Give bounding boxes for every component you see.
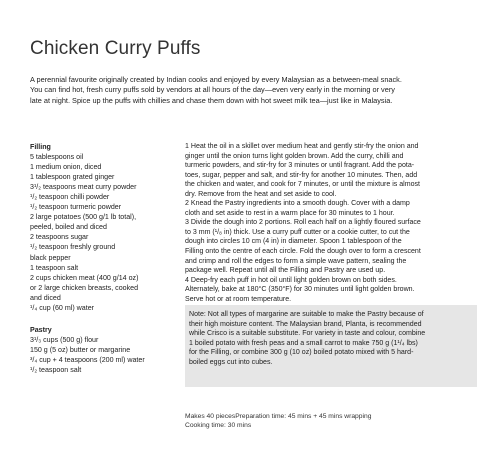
- ingredient-item: 2 large potatoes (500 g/1 lb total),: [30, 213, 137, 222]
- method-line: dry. Remove from the heat and set aside to cool.: [185, 190, 337, 198]
- recipe-title: Chicken Curry Puffs: [30, 38, 201, 59]
- note-line: Note: Not all types of margarine are suitable to make the Pastry because of: [189, 311, 424, 318]
- ingredient-item: 5 tablespoons oil: [30, 153, 84, 162]
- note-line: while Crisco is a suitable substitute. For variety in taste and colour, combine: [189, 330, 426, 338]
- makes-text: Makes 40 pieces: [185, 413, 236, 420]
- method-line: turmeric powders, and stir-fry for 3 minutes or until fragrant. Add the pota-: [185, 162, 415, 170]
- method-steps: [185, 142, 477, 304]
- method-line: package well. Repeat until all the Filling and Pastry are used up.: [185, 267, 386, 275]
- footer-row: [185, 421, 477, 430]
- note-line: for the Filling, or combine 300 g (10 oz) boiled potato mixed with 5 hard-: [189, 349, 414, 357]
- ingredients-column: [30, 142, 180, 375]
- ingredient-item: ¹/₂ teaspoon turmeric powder: [30, 203, 122, 212]
- method-line: Filling onto the centre of each circle. Fold the dough over to form a crescent: [185, 248, 421, 256]
- cooking-time-text: Cooking time: 30 mins: [185, 422, 252, 430]
- method-line: ginger until the onion turns light golden brown. Add the curry, chilli and: [185, 152, 404, 160]
- method-line: cloth and set aside to rest in a warm place for 30 minutes to 1 hour.: [185, 209, 395, 217]
- ingredient-item: 2 cups chicken meat (400 g/14 oz): [30, 273, 139, 282]
- ingredient-item: ³/₄ cup + 4 teaspoons (200 ml) water: [30, 355, 145, 364]
- method-line: Serve hot or at room temperature.: [185, 295, 292, 303]
- note-line: 1 boiled potato with fresh peas and a small carrot to make 750 g (1¹/₄ lbs): [189, 339, 418, 347]
- method-line: dough into circles 10 cm (4 in) in diameter. Spoon 1 tablespoon of the: [185, 238, 402, 246]
- method-line: 4 Deep-fry each puff in hot oil until light golden brown on both sides.: [185, 276, 397, 284]
- ingredient-item: 150 g (5 oz) butter or margarine: [30, 345, 131, 354]
- ingredient-item: ¹/₄ cup (60 ml) water: [30, 303, 94, 312]
- ingredient-item: 1 teaspoon salt: [30, 263, 79, 272]
- ingredient-item: ¹/₂ teaspoon freshly ground: [30, 243, 116, 252]
- intro-line: A perennial favourite originally created by Indian cooks and enjoyed by every Malaysian as a between-meal snack.: [30, 75, 402, 84]
- method-line: 3 Divide the dough into 2 portions. Roll each half on a lightly floured surface: [185, 219, 421, 227]
- note-line: their high moisture content. The Malaysian brand, Planta, is recommended: [189, 320, 422, 328]
- ingredient-item: and diced: [30, 293, 61, 302]
- intro-line: late at night. Spice up the puffs with chillies and chase them down with hot sweet milk tea—just like in Malaysia.: [30, 95, 393, 105]
- intro-paragraph: [30, 75, 478, 106]
- recipe-footer: [185, 412, 477, 430]
- note-box: [185, 305, 477, 387]
- pastry-heading: Pastry: [30, 325, 52, 334]
- footer-row: [185, 412, 477, 421]
- method-line: 2 Knead the Pastry ingredients into a smooth dough. Cover with a damp: [185, 200, 410, 208]
- prep-time-text: Preparation time: 45 mins + 45 mins wrapping: [235, 413, 372, 420]
- method-line: Alternately, bake at 180°C (350°F) for 30 minutes until light golden brown.: [185, 286, 415, 294]
- ingredient-item: 3¹/₂ teaspoons meat curry powder: [30, 183, 137, 192]
- method-line: toes, sugar, pepper and salt, and stir-fry for another 10 minutes. Then, add: [185, 171, 418, 179]
- filling-heading: Filling: [30, 143, 51, 151]
- ingredient-item: ¹/₂ teaspoon chilli powder: [30, 193, 110, 202]
- ingredient-item: 1 medium onion, diced: [30, 163, 102, 172]
- intro-line: You can find hot, fresh curry puffs sold by vendors at all hours of the day—even very early in the morning or very: [30, 85, 395, 95]
- method-line: 1 Heat the oil in a skillet over medium heat and gently stir-fry the onion and: [185, 143, 419, 150]
- method-line: to 3 mm (¹/₈ in) thick. Use a curry puff cutter or a cookie cutter, to cut the: [185, 228, 410, 236]
- method-line: the chicken and water, and cook for 7 minutes, or until the mixture is almost: [185, 181, 421, 189]
- ingredient-item: ¹/₂ teaspoon salt: [30, 365, 82, 374]
- ingredient-item: or 2 large chicken breasts, cooked: [30, 283, 139, 292]
- ingredient-item: 2 teaspoons sugar: [30, 233, 89, 242]
- note-line: boiled eggs cut into cubes.: [189, 358, 273, 366]
- ingredient-item: 3¹/₃ cups (500 g) flour: [30, 335, 99, 344]
- method-line: and crimp and roll the edges to form a simple wave pattern, sealing the: [185, 257, 407, 265]
- ingredient-item: black pepper: [30, 253, 71, 262]
- ingredient-item: 1 tablespoon grated ginger: [30, 173, 115, 182]
- ingredient-item: peeled, boiled and diced: [30, 223, 107, 232]
